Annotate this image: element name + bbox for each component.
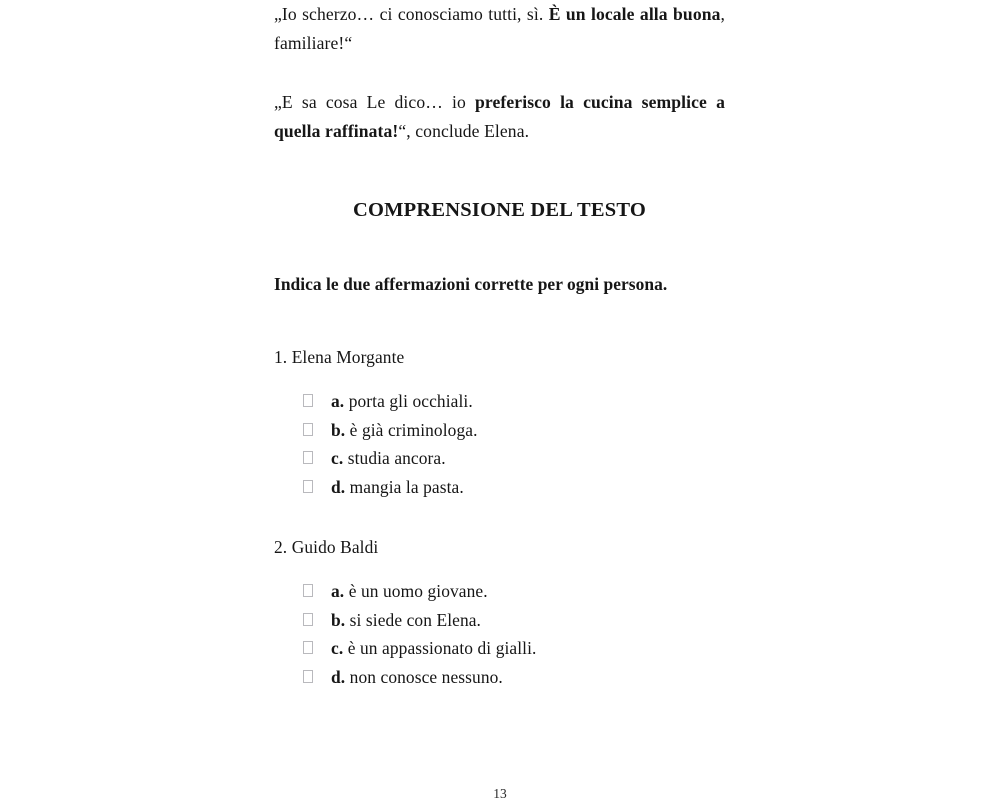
option-row[interactable] xyxy=(274,636,725,665)
question-2-title: 2. Guido Baldi xyxy=(274,537,379,557)
option-row[interactable] xyxy=(274,579,725,608)
option-text: mangia la pasta. xyxy=(345,476,464,497)
option-letter: d. xyxy=(331,666,346,687)
option-label xyxy=(331,418,478,442)
paragraph-1-run-1: „Io scherzo… ci conosciamo tutti, sì. xyxy=(274,4,549,24)
option-row[interactable] xyxy=(274,475,725,504)
option-letter: b. xyxy=(331,419,346,440)
option-text: non conosce nessuno. xyxy=(345,666,503,687)
checkbox-empty-icon[interactable] xyxy=(303,641,313,654)
option-label xyxy=(331,475,464,499)
option-label xyxy=(331,608,481,632)
option-row[interactable] xyxy=(274,389,725,418)
option-letter: c. xyxy=(331,448,344,469)
checkbox-empty-icon[interactable] xyxy=(303,480,313,493)
option-label xyxy=(331,446,446,470)
paragraph-2-run-1: „E sa cosa Le dico… io xyxy=(274,92,476,112)
option-label xyxy=(331,389,473,413)
checkbox-empty-icon[interactable] xyxy=(303,613,313,626)
option-text: è già criminologa. xyxy=(345,419,478,440)
option-text: si siede con Elena. xyxy=(345,609,482,630)
paragraph-1-run-3: , familiare!“ xyxy=(274,4,725,53)
section-title: COMPRENSIONE DEL TESTO xyxy=(352,199,646,221)
option-row[interactable] xyxy=(274,665,725,694)
option-text: porta gli occhiali. xyxy=(344,391,473,411)
question-2-options xyxy=(274,579,725,693)
option-row[interactable] xyxy=(274,446,725,475)
checkbox-empty-icon[interactable] xyxy=(303,394,313,407)
option-text: studia ancora. xyxy=(343,448,446,469)
option-label xyxy=(331,579,488,603)
question-1-options xyxy=(274,389,725,503)
option-label xyxy=(331,636,536,660)
dialogue-paragraph-2 xyxy=(274,88,725,146)
dialogue-text-column xyxy=(274,0,725,146)
option-letter: a. xyxy=(331,391,345,411)
question-block-1 xyxy=(274,345,725,503)
option-row[interactable] xyxy=(274,608,725,637)
option-row[interactable] xyxy=(274,418,725,447)
option-letter: a. xyxy=(331,581,345,601)
option-text: è un appassionato di gialli. xyxy=(343,638,537,659)
option-letter: c. xyxy=(331,638,344,659)
paragraph-2-run-2-bold: preferisco la cucina semplice a quella raffinata! xyxy=(274,92,725,141)
dialogue-paragraph-1 xyxy=(274,0,725,58)
option-letter: b. xyxy=(331,609,346,630)
paragraph-1-run-2-bold: È un locale alla buona xyxy=(548,4,721,24)
paragraph-2-run-3: “, conclude Elena. xyxy=(398,121,530,141)
page-number: 13 xyxy=(493,786,507,801)
checkbox-empty-icon[interactable] xyxy=(303,423,313,436)
checkbox-empty-icon[interactable] xyxy=(303,670,313,683)
exercise-instruction: Indica le due affermazioni corrette per ogni persona. xyxy=(274,274,668,294)
checkbox-empty-icon[interactable] xyxy=(303,584,313,597)
option-label xyxy=(331,665,503,689)
question-block-2 xyxy=(274,535,725,693)
option-text: è un uomo giovane. xyxy=(344,581,488,601)
option-letter: d. xyxy=(331,476,346,497)
checkbox-empty-icon[interactable] xyxy=(303,451,313,464)
question-1-title: 1. Elena Morgante xyxy=(274,347,405,367)
